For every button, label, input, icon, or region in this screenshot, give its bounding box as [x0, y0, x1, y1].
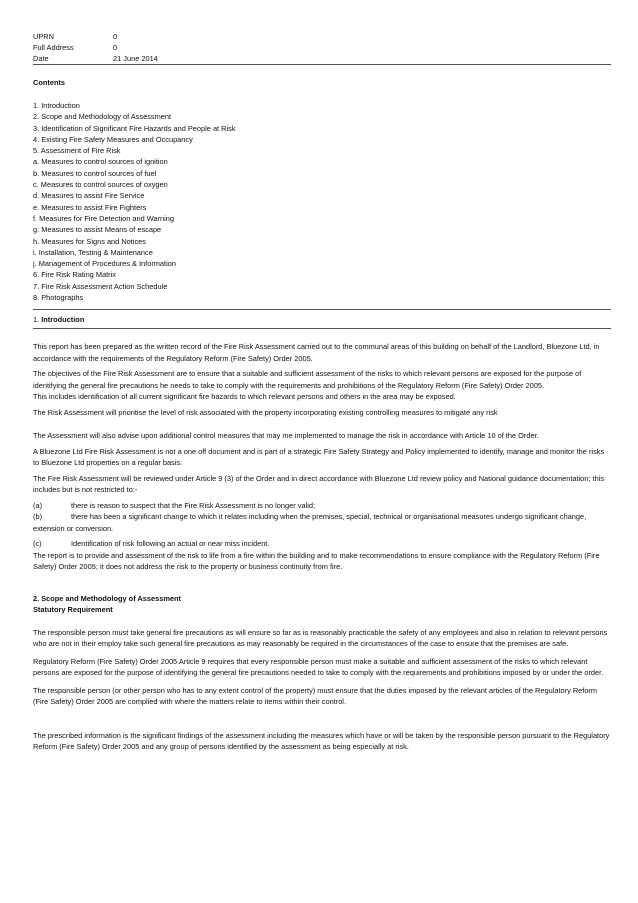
toc-item: 5. Assessment of Fire Risk [33, 146, 121, 156]
toc-item: 1. Introduction [33, 101, 80, 110]
toc-item: 7. Fire Risk Assessment Action Schedule [33, 281, 168, 291]
paragraph: The Assessment will also advise upon additional control measures that may me implemented to manage the risk in accordance with Article 10 of the Order. [33, 431, 539, 441]
toc-item: a. Measures to control sources of ignition [33, 157, 168, 167]
paragraph: The Fire Risk Assessment will be reviewed under Article 9 (3) of the Order and in direct accordance with Bluezone Ltd review policy and National guidance documentation; this includes but is not restricted to:- [33, 473, 605, 495]
section-heading-introduction [33, 314, 611, 325]
meta-value: 0 [113, 32, 118, 41]
meta-row-date [33, 53, 611, 64]
paragraph: The report is to provide and assessment of the risk to life from a fire within the building and to make recommendations to ensure compliance with the Regulatory Reform (Fire Safety) Order 2005; it does not address the risk to the property or business continuity from fire. [33, 550, 600, 572]
toc-item: g. Measures to assist Means of escape [33, 225, 162, 235]
toc-item: 4. Existing Fire Safety Measures and Occupancy [33, 134, 193, 144]
toc-item: d. Measures to assist Fire Service [33, 191, 145, 201]
paragraph: The prescribed information is the significant findings of the assessment including the measures which have or will be taken by the responsible person pursuant to the Regulatory Reform (Fire Safety) Order 2005 and any group of persons identified by the assessment as being especially at risk. [33, 730, 610, 752]
paragraph: The responsible person must take general fire precautions as will ensure so far as is reasonably practicable the safety of any employees and also in relation to relevant persons who are not in their employ take such general fire precautions as may reasonably be required in the circumstances of the case to ensure that the premises are safe. [33, 627, 608, 649]
toc-item: f. Measures for Fire Detection and Warning [33, 213, 175, 223]
toc-item: j. Management of Procedures & Information [33, 259, 176, 269]
list-marker: (a) [33, 500, 43, 510]
divider [33, 64, 611, 65]
contents-heading: Contents [33, 78, 66, 87]
paragraph: This report has been prepared as the written record of the Fire Risk Assessment carried out to the communal areas of this building on behalf of the Landlord, Bluezone Ltd, in accordance with the requirements of the Regulatory Reform (Fire Safety) Order 2005. [33, 342, 600, 363]
meta-key: Date [33, 54, 49, 63]
meta-row-uprn [33, 31, 611, 42]
meta-value: 0 [113, 43, 118, 52]
toc-item: i. Installation, Testing & Maintenance [33, 247, 153, 257]
table-of-contents [33, 100, 611, 303]
list-text: there has been a significant change to which it relates including when the premises, special, technical or organisational measures undergo significant change, extension or conversion. [33, 512, 587, 533]
section-number: 1. [33, 315, 40, 325]
meta-table [33, 31, 611, 64]
paragraph: The objectives of the Fire Risk Assessment are to ensure that a suitable and sufficient assessment of the risks to which relevant persons are exposed for the purpose of identifying the general fire precautions he needs to take to comply with the requirements and prohibitions of the Regulatory Reform (Fire Safety) Order 2005. [33, 369, 582, 390]
paragraph: The Risk Assessment will prioritise the level of risk associated with the property incorporating existing controlling measures to mitigate any risk [33, 407, 498, 417]
meta-row-address [33, 42, 611, 53]
toc-item: b. Measures to control sources of fuel [33, 168, 157, 178]
toc-item: 6. Fire Risk Rating Matrix [33, 270, 116, 280]
divider [33, 328, 611, 329]
toc-item: 8. Photographs [33, 293, 84, 303]
document-page [33, 31, 611, 753]
section-title: Introduction [41, 315, 85, 325]
list-item [33, 538, 611, 550]
paragraph: A Bluezone Ltd Fire Risk Assessment is not a one off document and is part of a strategic Fire Safety Strategy and Policy implemented to identify, manage and monitor the risks to Bluezone Ltd properties on a regular basis. [33, 446, 605, 468]
list-item [33, 500, 611, 512]
list-item [33, 511, 611, 534]
meta-key: UPRN [33, 32, 54, 41]
toc-item: 3. Identification of Significant Fire Hazards and People at Risk [33, 123, 236, 133]
toc-item: h. Measures for Signs and Notices [33, 236, 146, 246]
toc-item: 2. Scope and Methodology of Assessment [33, 112, 172, 122]
subheading: Statutory Requirement [33, 604, 113, 614]
list-marker: (b) [33, 512, 43, 522]
paragraph: The responsible person (or other person who has to any extent control of the property) must ensure that the duties imposed by the relevant articles of the Regulatory Reform (Fire Safety) Order 2005 are complied with where the matters relate to items within their control. [33, 685, 598, 707]
divider [33, 309, 611, 310]
list-text: Identification of risk following an actual or near miss incident. [71, 539, 270, 549]
meta-key: Full Address [33, 43, 74, 52]
toc-item: c. Measures to control sources of oxygen [33, 180, 168, 190]
section-heading-scope: 2. Scope and Methodology of Assessment [33, 593, 181, 603]
meta-value: 21 June 2014 [113, 54, 158, 63]
paragraph: Regulatory Reform (Fire Safety) Order 2005 Article 9 requires that every responsible person must make a suitable and sufficient assessment of the risks to which relevant persons are exposed for the purpose of identifying the general fire precautions needed to take to comply with the requirements and prohibitions imposed by or under the order. [33, 656, 604, 678]
toc-item: e. Measures to assist Fire Fighters [33, 202, 147, 212]
list-marker: (c) [33, 539, 42, 549]
paragraph: This includes identification of all current significant fire hazards to which relevant persons and others in the area may be exposed. [33, 392, 456, 402]
list-text: there is reason to suspect that the Fire Risk Assessment is no longer valid; [71, 500, 316, 510]
